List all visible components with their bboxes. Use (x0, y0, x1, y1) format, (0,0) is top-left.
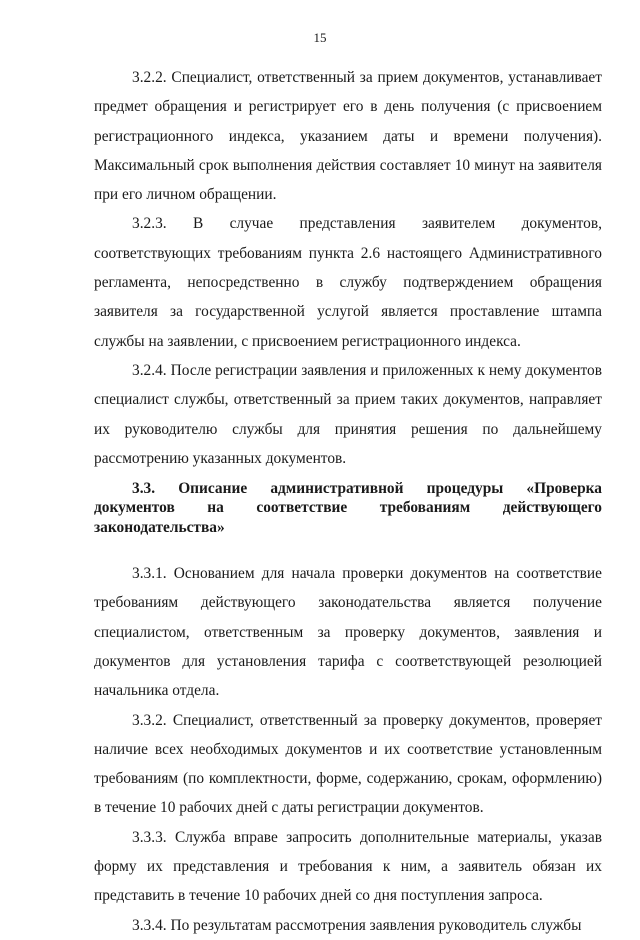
paragraph-3-3-3: 3.3.3. Служба вправе запросить дополнительные материалы, указав форму их представления и требования к ним, а заявитель обязан их представить в течение 10 рабочих дней со дня поступления запроса. (94, 828, 602, 905)
paragraph-3-2-4: 3.2.4. После регистрации заявления и приложенных к нему документов специалист службы, ответственный за прием таких документов, направляет их руководителю службы для принятия решения по дальнейшему рассмотрению указанных документов. (94, 361, 602, 467)
document-body (94, 63, 602, 940)
paragraph-3-2-2: 3.2.2. Специалист, ответственный за прием документов, устанавливает предмет обращения и регистрирует его в день получения (с присвоением регистрационного индекса, указанием даты и времени получения). Максимальный срок выполнения действия составляет 10 минут на заявителя при его личном обращении. (94, 69, 602, 204)
paragraph-3-3-4: 3.3.4. По результатам рассмотрения заявления руководитель службы (132, 916, 582, 934)
paragraph-3-3-1: 3.3.1. Основанием для начала проверки документов на соответствие требованиям действующего законодательства является получение специалистом, ответственным за проверку документов, заявления и документов для установления тарифа с соответствующей резолюцией начальника отдела. (94, 565, 602, 700)
page-number: 15 (313, 30, 327, 45)
paragraph-3-2-3: 3.2.3. В случае представления заявителем документов, соответствующих требованиям пункта 2.6 настоящего Административного регламента, непосредственно в службу подтверждением обращения заявителя за государственной услугой является проставление штампа службы на заявлении, с присвоением регистрационного индекса. (94, 215, 602, 350)
section-heading-3-3: 3.3. Описание административной процедуры «Проверка документов на соответствие требованиям действующего законодательства» (94, 480, 602, 536)
paragraph-3-3-2: 3.3.2. Специалист, ответственный за проверку документов, проверяет наличие всех необходимых документов и их соответствие установленным требованиям (по комплектности, форме, содержанию, срокам, оформлению) в течение 10 рабочих дней с даты регистрации документов. (94, 711, 602, 817)
